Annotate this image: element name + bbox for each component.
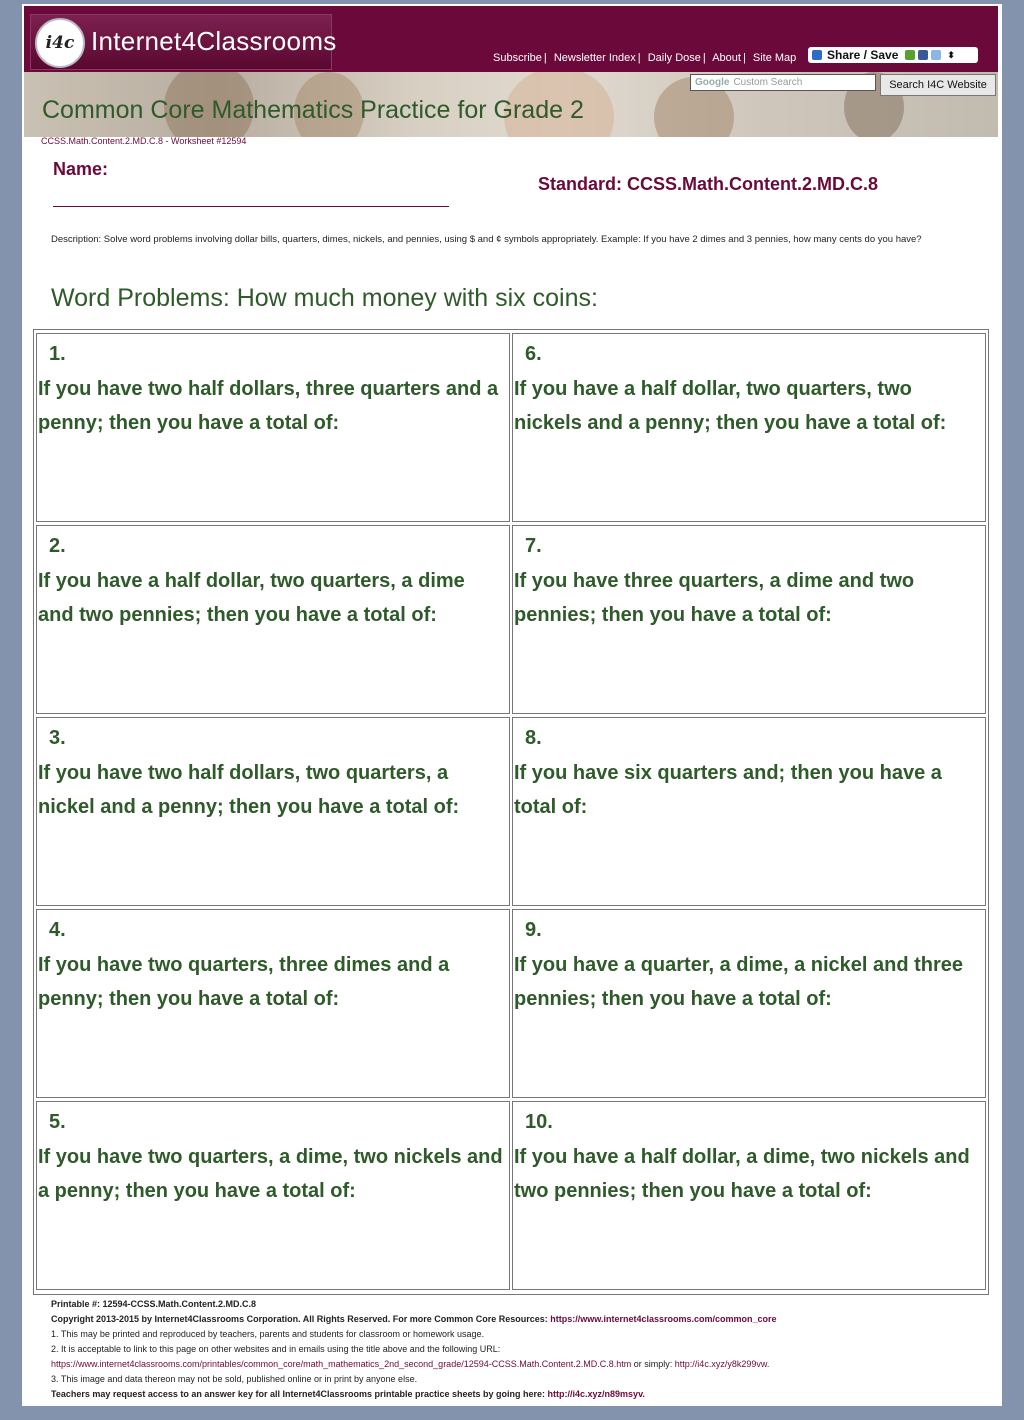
problem-number: 5. bbox=[49, 1111, 66, 1133]
footer-note-1: 1. This may be printed and reproduced by teachers, parents and students for classroom or homework usage. bbox=[51, 1329, 485, 1339]
problem-cell bbox=[512, 333, 986, 522]
common-core-link[interactable]: https://www.internet4classrooms.com/common_core bbox=[550, 1314, 777, 1324]
problem-text: If you have two quarters, three dimes and a penny; then you have a total of: bbox=[38, 954, 450, 1010]
problem-text: If you have three quarters, a dime and two pennies; then you have a total of: bbox=[514, 570, 915, 626]
i4c-logo-mark: i4c bbox=[35, 18, 85, 68]
copyright-line bbox=[51, 1312, 981, 1327]
teachers-line bbox=[51, 1387, 981, 1402]
problem-number: 6. bbox=[525, 343, 542, 365]
facebook-icon bbox=[918, 50, 928, 60]
problem-text: If you have six quarters and; then you have a total of: bbox=[514, 762, 942, 818]
problem-text: If you have two half dollars, two quarters, a nickel and a penny; then you have a total of: bbox=[38, 762, 460, 818]
answer-key-link[interactable]: http://i4c.xyz/n89msyv. bbox=[547, 1389, 645, 1399]
search-button[interactable]: Search I4C Website bbox=[880, 74, 996, 96]
breadcrumb: CCSS.Math.Content.2.MD.C.8 - Worksheet #12594 bbox=[41, 136, 247, 146]
logo-text: Internet4Classrooms bbox=[91, 26, 337, 56]
footer-or-simply: or simply: bbox=[631, 1359, 675, 1369]
teachers-text: Teachers may request access to an answer key for all Internet4Classrooms printable practice sheets by going here: bbox=[51, 1389, 548, 1399]
description-text: Description: Solve word problems involving dollar bills, quarters, dimes, nickels, and pennies, using $ and ¢ symbols appropriately. Example: If you have 2 dimes and 3 pennies, how many cents do you have? bbox=[51, 234, 922, 245]
nav-subscribe[interactable]: Subscribe bbox=[493, 52, 542, 64]
google-logo: Google bbox=[695, 77, 730, 88]
email-share-icon bbox=[905, 50, 915, 60]
problem-text: If you have two quarters, a dime, two nickels and a penny; then you have a total of: bbox=[38, 1146, 503, 1202]
short-url-link[interactable]: http://i4c.xyz/y8k299vw. bbox=[674, 1359, 770, 1369]
problem-text: If you have a half dollar, two quarters, a dime and two pennies; then you have a total of: bbox=[38, 570, 465, 626]
standard-label: Standard: CCSS.Math.Content.2.MD.C.8 bbox=[538, 174, 879, 194]
site-header bbox=[24, 6, 998, 72]
problem-cell bbox=[36, 525, 510, 714]
problem-cell bbox=[36, 333, 510, 522]
footer-note-2: 2. It is acceptable to link to this page on other websites and in emails using the title above and the following URL: bbox=[51, 1344, 501, 1354]
photo-banner bbox=[24, 72, 998, 137]
problem-cell bbox=[512, 1101, 986, 1290]
nav-about[interactable]: About bbox=[712, 52, 741, 64]
share-plus-icon bbox=[812, 50, 822, 60]
share-dropdown-icon: ⬍ bbox=[947, 49, 955, 60]
footer-note-3: 3. This image and data thereon may not be sold, published online or in print by anyone else. bbox=[51, 1374, 418, 1384]
problem-text: If you have a half dollar, a dime, two nickels and two pennies; then you have a total of: bbox=[514, 1146, 970, 1202]
share-label: Share / Save bbox=[827, 48, 899, 62]
top-nav: Subscribe | Newsletter Index | Daily Dose | About | Site Map bbox=[493, 52, 797, 64]
twitter-icon bbox=[931, 50, 941, 60]
problem-text: If you have a quarter, a dime, a nickel and three pennies; then you have a total of: bbox=[514, 954, 964, 1010]
problem-number: 1. bbox=[49, 343, 66, 365]
section-title: Word Problems: How much money with six coins: bbox=[51, 284, 598, 312]
name-blank-line bbox=[53, 206, 449, 207]
problem-number: 9. bbox=[525, 919, 542, 941]
problem-number: 10. bbox=[525, 1111, 553, 1133]
site-logo[interactable] bbox=[30, 14, 337, 70]
problems-grid bbox=[33, 329, 989, 1295]
problem-number: 3. bbox=[49, 727, 66, 749]
nav-daily-dose[interactable]: Daily Dose bbox=[647, 52, 701, 64]
problem-cell bbox=[36, 1101, 510, 1290]
search-input[interactable] bbox=[690, 74, 876, 91]
problem-text: If you have two half dollars, three quarters and a penny; then you have a total of: bbox=[38, 378, 499, 434]
printable-number: Printable #: 12594-CCSS.Math.Content.2.MD.C.8 bbox=[51, 1299, 257, 1309]
worksheet-url-link[interactable]: https://www.internet4classrooms.com/printables/common_core/math_mathematics_2nd_second_grade/12594-CCSS.Math.Content.2.MD.C.8.htm bbox=[51, 1359, 632, 1369]
problem-number: 2. bbox=[49, 535, 66, 557]
problem-cell bbox=[36, 717, 510, 906]
problem-number: 7. bbox=[525, 535, 542, 557]
share-save-button[interactable] bbox=[808, 47, 978, 63]
name-label: Name: bbox=[53, 159, 109, 179]
problem-number: 8. bbox=[525, 727, 542, 749]
problem-cell bbox=[512, 525, 986, 714]
search-placeholder: Custom Search bbox=[733, 77, 803, 88]
footer bbox=[51, 1297, 981, 1402]
copyright-text: Copyright 2013-2015 by Internet4Classrooms Corporation. All Rights Reserved. For more Common Core Resources: bbox=[51, 1314, 551, 1324]
problem-cell bbox=[512, 717, 986, 906]
footer-url-line bbox=[51, 1357, 981, 1372]
worksheet-page bbox=[22, 4, 1002, 1406]
page-title: Common Core Mathematics Practice for Grade 2 bbox=[42, 96, 584, 124]
problem-text: If you have a half dollar, two quarters, two nickels and a penny; then you have a total of: bbox=[514, 378, 947, 434]
nav-site-map[interactable]: Site Map bbox=[752, 52, 797, 64]
problem-cell bbox=[36, 909, 510, 1098]
problem-cell bbox=[512, 909, 986, 1098]
problem-number: 4. bbox=[49, 919, 66, 941]
nav-newsletter-index[interactable]: Newsletter Index bbox=[553, 52, 636, 64]
